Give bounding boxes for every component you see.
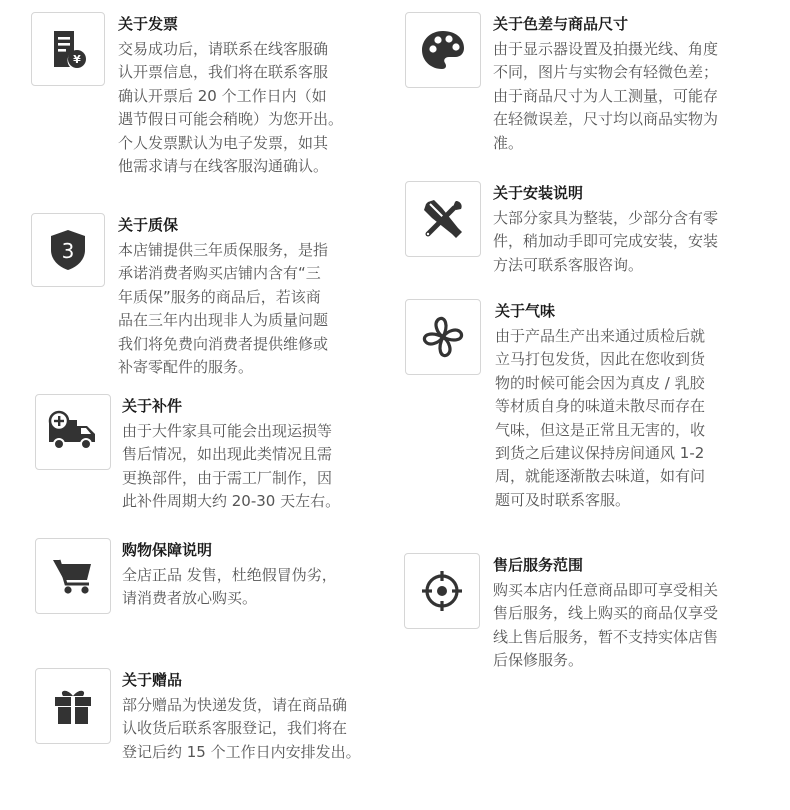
- shopping-cart-icon: [35, 538, 111, 614]
- color-title: 关于色差与商品尺寸: [493, 15, 629, 33]
- odor-text: 由于产品生产出来通过质检后就 立马打包发货，因此在您收到货 物的时候可能会因为真皮 / 乳胶 等材质自身的味道未散尽而存在 气味，但这是正常且无害的，收 到货之后建议保持房间通风 1-2 周，就能逐渐散去味道，如有问 题可及时联系客服。: [495, 327, 706, 509]
- aftersales-title: 售后服务范围: [493, 556, 584, 574]
- shopping-section: [35, 538, 395, 618]
- parts-title: 关于补件: [122, 397, 183, 415]
- install-title: 关于安装说明: [493, 184, 584, 202]
- color-text: 由于显示器设置及拍摄光线、角度 不同，图片与实物会有轻微色差； 由于商品尺寸为人工测量，可能存 在轻微误差，尺寸均以商品实物为 准。: [493, 40, 719, 152]
- invoice-section: [31, 12, 391, 192]
- invoice-title: 关于发票: [118, 15, 179, 33]
- gifts-text: 部分赠品为快递发货，请在商品确 认收货后联系客服登记，我们将在 登记后约 15 个工作日内安排发出。: [122, 696, 361, 761]
- gifts-section: [35, 668, 395, 768]
- palette-icon: [405, 12, 481, 88]
- aftersales-section: [404, 553, 774, 673]
- parts-text: 由于大件家具可能会出现运损等 售后情况，如出现此类情况且需 更换部件，由于需工厂制作，因 此补件周期大约 20-30 天左右。: [122, 422, 341, 511]
- invoice-icon: [31, 12, 105, 86]
- warranty-text: 本店铺提供三年质保服务，是指 承诺消费者购买店铺内含有“三 年质保”服务的商品后，若该商 品在三年内出现非人为质量问题 我们将免费向消费者提供维修或 补寄零配件的服务。: [118, 241, 329, 377]
- shield-3-icon: [31, 213, 105, 287]
- shopping-text: 全店正品 发售，杜绝假冒伪劣， 请消费者放心购买。: [122, 566, 337, 608]
- warranty-title: 关于质保: [118, 216, 179, 234]
- svg-text:¥: ¥: [73, 53, 81, 66]
- fan-icon: [405, 299, 481, 375]
- gift-icon: [35, 668, 111, 744]
- color-section: [405, 12, 775, 162]
- warranty-section: [31, 213, 391, 383]
- svg-text:3: 3: [61, 239, 75, 263]
- shopping-title: 购物保障说明: [122, 541, 213, 559]
- install-text: 大部分家具为整装，少部分含有零 件，稍加动手即可完成安装，安装 方法可联系客服咨询。: [493, 209, 719, 274]
- delivery-truck-icon: [35, 394, 111, 470]
- gifts-title: 关于赠品: [122, 671, 183, 689]
- parts-section: [35, 394, 395, 524]
- odor-title: 关于气味: [495, 302, 556, 320]
- tools-icon: [405, 181, 481, 257]
- odor-section: [405, 299, 775, 519]
- aftersales-text: 购买本店内任意商品即可享受相关 售后服务，线上购买的商品仅享受 线上售后服务，暂不支持实体店售 后保修服务。: [493, 581, 719, 670]
- install-section: [405, 181, 775, 281]
- invoice-text: 交易成功后，请联系在线客服确 认开票信息，我们将在联系客服 确认开票后 20 个工作日内（如 遇节假日可能会稍晚）为您开出。 个人发票默认为电子发票，如其 他需求请与在线客服沟通确认。: [118, 40, 344, 176]
- target-icon: [404, 553, 480, 629]
